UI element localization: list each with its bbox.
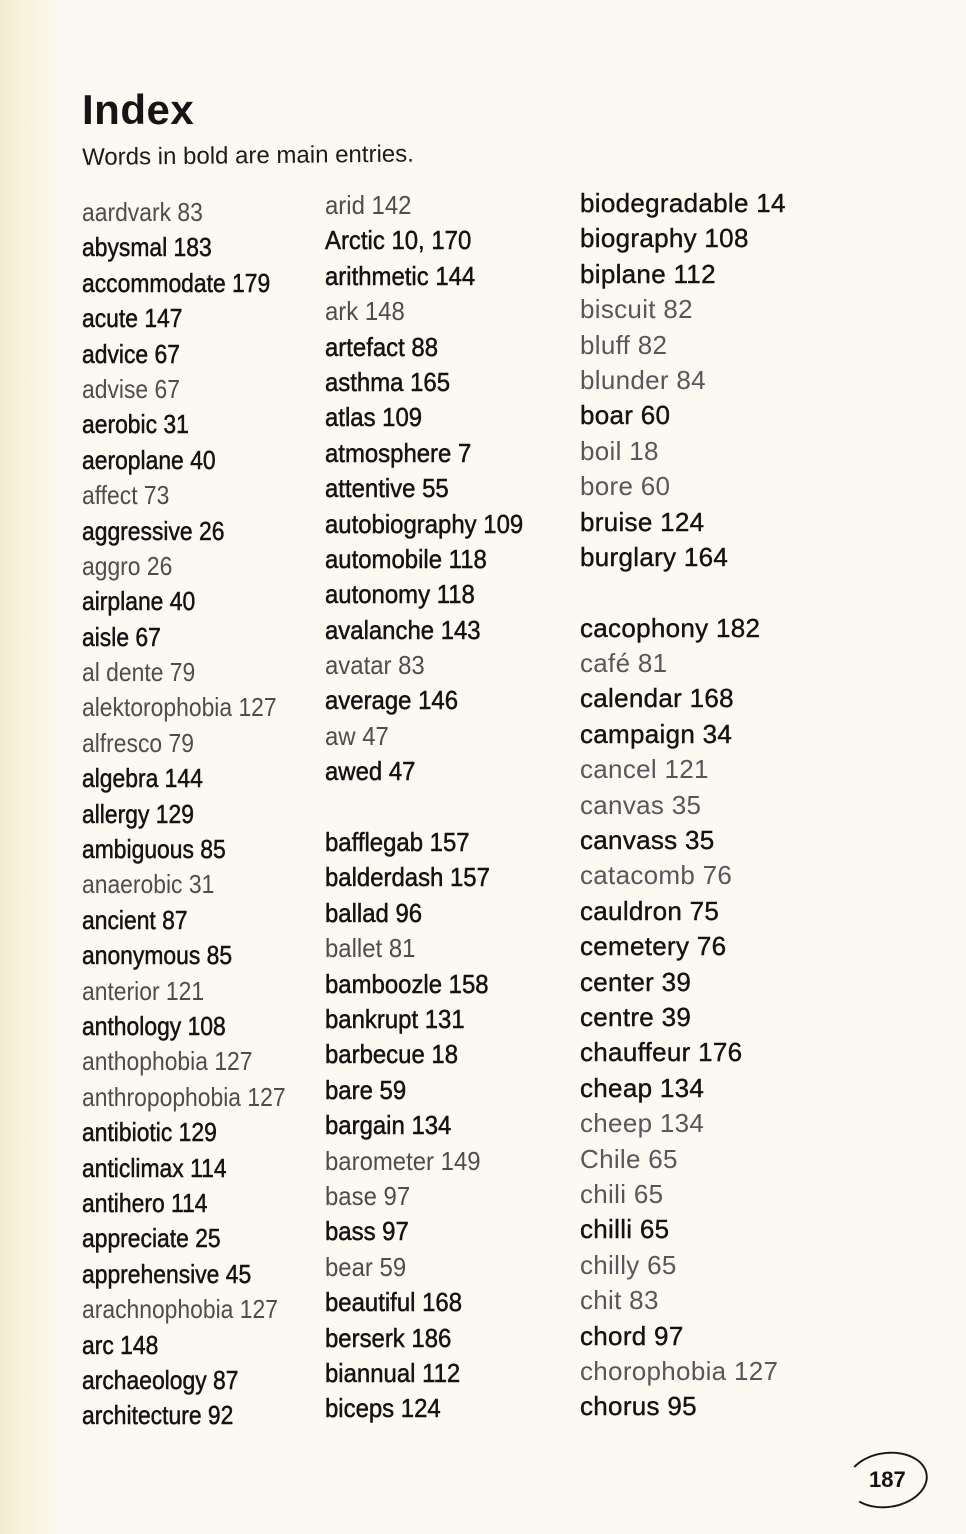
index-column-2 <box>325 188 550 1427</box>
index-entry-main: center 39 <box>580 966 692 997</box>
index-entry-main: atlas 109 <box>325 402 423 433</box>
index-entry-main: chauffeur 176 <box>580 1037 743 1068</box>
index-entry: chit 83 <box>580 1285 659 1316</box>
index-entry-main: aggressive 26 <box>82 515 225 546</box>
index-entry-main: algebra 144 <box>82 763 203 794</box>
index-entry: blunder 84 <box>580 364 706 395</box>
index-entry: canvas 35 <box>580 789 702 820</box>
index-entry: anthophobia 127 <box>82 1046 253 1077</box>
index-entry: aggro 26 <box>82 550 173 581</box>
index-entry-main: anticlimax 114 <box>82 1152 227 1183</box>
index-entry-main: aeroplane 40 <box>82 444 216 475</box>
page-number: 187 <box>868 1467 906 1492</box>
index-entry: chorophobia 127 <box>580 1355 779 1386</box>
index-entry-main: chord 97 <box>580 1320 684 1351</box>
index-entry: café 81 <box>580 648 668 679</box>
index-entry: cancel 121 <box>580 754 709 785</box>
index-entry-main: allergy 129 <box>82 798 194 829</box>
index-entry-main: chilli 65 <box>580 1214 670 1245</box>
index-entry-main: asthma 165 <box>325 366 451 397</box>
index-entry-main: appreciate 25 <box>82 1223 221 1254</box>
index-entry: arid 142 <box>325 190 412 220</box>
index-column-3 <box>580 186 960 1425</box>
index-entry-main: burglary 164 <box>580 541 729 572</box>
index-entry-main: artefact 88 <box>325 331 439 362</box>
index-entry-main: bare 59 <box>325 1074 407 1105</box>
letter-section-gap <box>325 790 550 825</box>
index-entry-main: abysmal 183 <box>82 232 212 263</box>
index-entry: alektorophobia 127 <box>82 692 277 723</box>
index-entry-main: bruise 124 <box>580 506 705 537</box>
index-entry: catacomb 76 <box>580 860 733 891</box>
index-entry-main: antihero 114 <box>82 1187 208 1218</box>
index-entry-main: aisle 67 <box>82 621 161 652</box>
index-entry-main: Arctic 10, 170 <box>325 225 472 256</box>
index-entry-main: barbecue 18 <box>325 1039 458 1070</box>
page-subtitle: Words in bold are main entries. <box>82 140 414 171</box>
page-edge-shading <box>0 0 60 1534</box>
index-entry-main: ancient 87 <box>82 904 188 935</box>
index-entry-main: atmosphere 7 <box>325 437 472 468</box>
index-entry-main: autonomy 118 <box>325 579 475 610</box>
page-number-badge <box>843 1447 932 1514</box>
index-entry-main: centre 39 <box>580 1001 692 1032</box>
index-entry: arachnophobia 127 <box>82 1294 278 1325</box>
index-entry-main: canvass 35 <box>580 825 715 856</box>
index-entry: anthropophobia 127 <box>82 1081 286 1112</box>
index-entry-main: archaeology 87 <box>82 1364 239 1395</box>
index-entry: Chile 65 <box>580 1143 678 1174</box>
index-entry: ark 148 <box>325 296 405 327</box>
index-entry: base 97 <box>325 1180 411 1211</box>
index-entry-main: bargain 134 <box>325 1110 452 1141</box>
index-entry: barometer 149 <box>325 1145 481 1176</box>
index-entry-main: architecture 92 <box>82 1400 234 1431</box>
index-entry-main: biodegradable 14 <box>580 188 786 218</box>
index-entry-main: antibiotic 129 <box>82 1117 217 1148</box>
index-entry: anaerobic 31 <box>82 869 215 900</box>
index-entry-main: bamboozle 158 <box>325 968 489 999</box>
index-entry-main: cacophony 182 <box>580 612 761 643</box>
index-entry-main: awed 47 <box>325 756 416 787</box>
index-entry: bear 59 <box>325 1251 407 1282</box>
index-entry-main: airplane 40 <box>82 586 196 617</box>
index-entry-main: balderdash 157 <box>325 862 490 893</box>
letter-section-gap <box>580 575 960 610</box>
index-column-1 <box>82 195 289 1434</box>
index-entry-main: arithmetic 144 <box>325 260 476 291</box>
index-entry-main: cauldron 75 <box>580 895 720 926</box>
index-entry: chilly 65 <box>580 1249 677 1280</box>
index-entry-main: accommodate 179 <box>82 267 271 298</box>
index-entry-main: biceps 124 <box>325 1393 441 1424</box>
index-entry-main: anonymous 85 <box>82 940 233 971</box>
index-entry: aw 47 <box>325 720 389 751</box>
index-entry: biscuit 82 <box>580 294 693 325</box>
index-entry-main: beautiful 168 <box>325 1287 462 1318</box>
index-entry: chili 65 <box>580 1178 664 1209</box>
index-entry-main: advice 67 <box>82 338 180 369</box>
index-entry-main: bankrupt 131 <box>325 1003 465 1034</box>
index-entry-main: autobiography 109 <box>325 508 524 539</box>
index-entry: bore 60 <box>580 471 671 502</box>
index-entry-main: biplane 112 <box>580 258 716 289</box>
index-entry-main: cheap 134 <box>580 1072 705 1103</box>
index-entry: advise 67 <box>82 373 180 404</box>
index-entry-main: acute 147 <box>82 303 183 334</box>
index-entry: cheep 134 <box>580 1108 705 1139</box>
index-entry-main: automobile 118 <box>325 543 487 574</box>
index-entry: anterior 121 <box>82 975 205 1006</box>
index-entry-main: average 146 <box>325 685 458 716</box>
index-entry-main: biography 108 <box>580 223 749 254</box>
index-entry-main: avalanche 143 <box>325 614 481 645</box>
index-entry-main: cemetery 76 <box>580 931 727 962</box>
index-entry-main: attentive 55 <box>325 473 449 504</box>
index-entry-main: ambiguous 85 <box>82 834 226 865</box>
index-entry-main: biannual 112 <box>325 1357 461 1388</box>
index-entry: al dente 79 <box>82 657 196 688</box>
index-entry: bluff 82 <box>580 329 668 360</box>
page-title: Index <box>82 86 195 133</box>
index-entry-main: apprehensive 45 <box>82 1258 252 1289</box>
index-entry-main: anthology 108 <box>82 1010 226 1041</box>
index-entry-main: bafflegab 157 <box>325 827 470 858</box>
index-entry: boil 18 <box>580 435 659 466</box>
index-entry-main: berserk 186 <box>325 1322 452 1353</box>
index-entry: affect 73 <box>82 480 170 511</box>
index-entry-main: calendar 168 <box>580 683 734 714</box>
index-entry-main: arc 148 <box>82 1329 159 1360</box>
index-entry-main: chorus 95 <box>580 1391 697 1422</box>
index-entry: ballet 81 <box>325 933 416 964</box>
index-entry: aardvark 83 <box>82 197 203 227</box>
index-entry: alfresco 79 <box>82 727 194 758</box>
index-entry-main: boar 60 <box>580 400 671 431</box>
index-entry-main: campaign 34 <box>580 718 733 749</box>
index-entry-main: ballad 96 <box>325 897 423 928</box>
index-entry-main: aerobic 31 <box>82 409 189 440</box>
index-entry-main: bass 97 <box>325 1216 409 1247</box>
index-entry: avatar 83 <box>325 650 425 681</box>
